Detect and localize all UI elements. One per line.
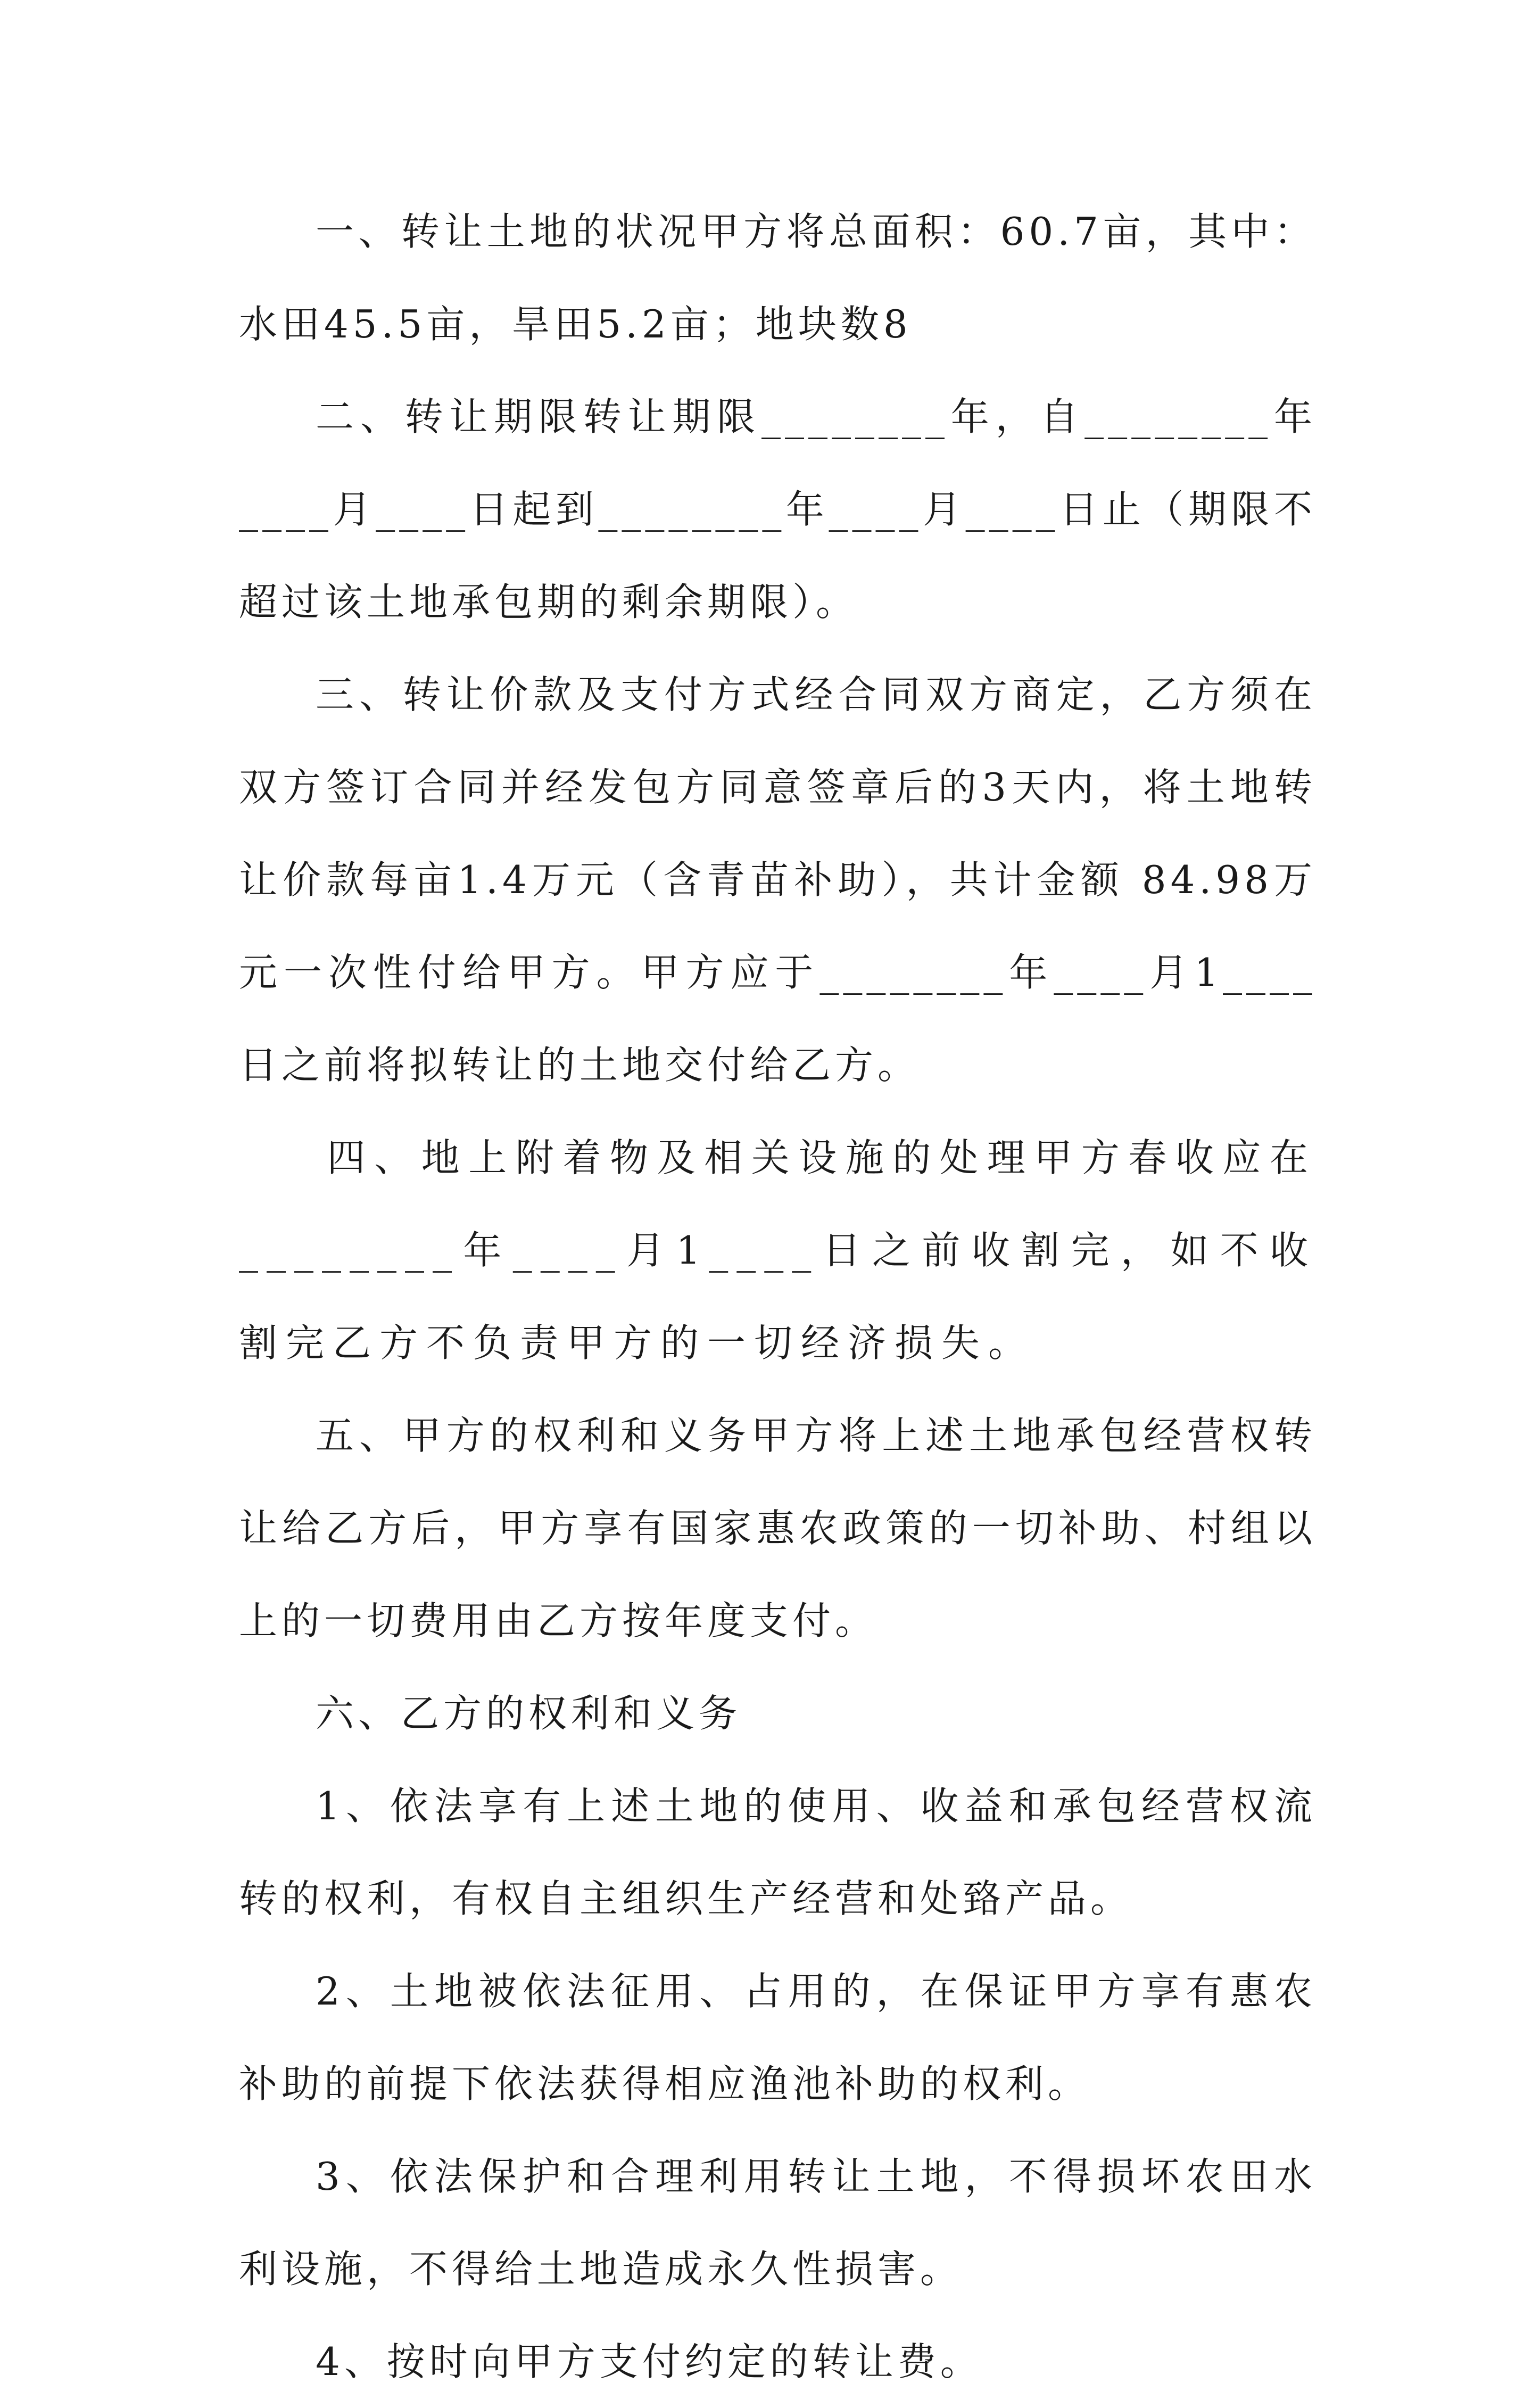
paragraph-price-payment: 三、转让价款及支付方式经合同双方商定，乙方须在双方签订合同并经发包方同意签章后的3天内，将土地转让价款每亩1.4万元（含青苗补助），共计金额 84.98万元一次性付给甲方。甲方应于________年____月1____日之前将拟转让的土地交付给乙方。 [239, 672, 1317, 1087]
document-body [239, 185, 1317, 2408]
paragraph-transfer-period: 二、转让期限转让期限________年，自________年____月____日起到________年____月____日止（期限不超过该土地承包期的剩余期限）。 [239, 394, 1317, 624]
paragraph-attachments: 四、地上附着物及相关设施的处理甲方春收应在________年____月1____日之前收割完，如不收割完乙方不负责甲方的一切经济损失。 [239, 1135, 1317, 1365]
paragraph-party-b-item-3: 3、依法保护和合理利用转让土地，不得损坏农田水利设施，不得给土地造成永久性损害。 [239, 2154, 1317, 2291]
paragraph-party-b-item-4: 4、按时向甲方支付约定的转让费。 [316, 2339, 983, 2384]
paragraph-party-a-rights: 五、甲方的权利和义务甲方将上述土地承包经营权转让给乙方后，甲方享有国家惠农政策的一切补助、村组以上的一切费用由乙方按年度支付。 [239, 1413, 1317, 1643]
paragraph-party-b-item-1: 1、依法享有上述土地的使用、收益和承包经营权流转的权利，有权自主组织生产经营和处臵产品。 [239, 1784, 1317, 1921]
paragraph-party-b-item-2: 2、土地被依法征用、占用的，在保证甲方享有惠农补助的前提下依法获得相应渔池补助的权利。 [239, 1969, 1317, 2106]
paragraph-land-status: 一、转让土地的状况甲方将总面积：60.7亩，其中：水田45.5亩，旱田5.2亩；地块数8 [239, 209, 1317, 347]
paragraph-party-b-heading: 六、乙方的权利和义务 [316, 1691, 742, 1736]
